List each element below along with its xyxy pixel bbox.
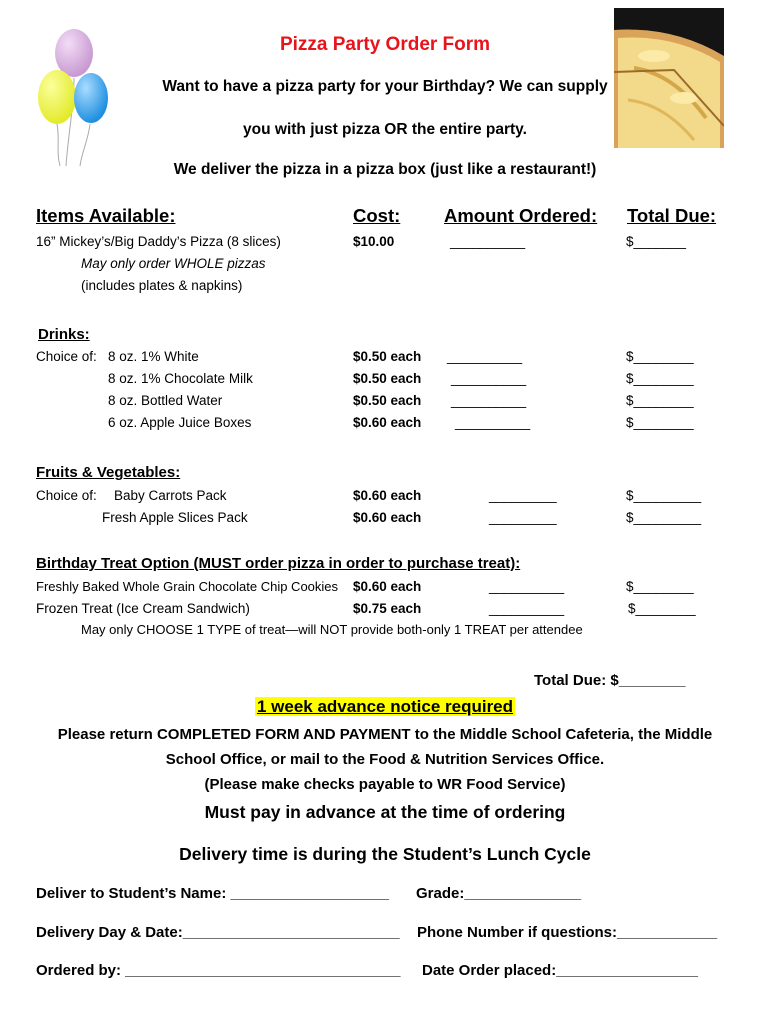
drink-total-field[interactable]: $________ [626,371,694,386]
pizza-amount-field[interactable]: __________ [450,234,526,249]
drinks-heading: Drinks: [38,326,90,343]
return-info-line-2: School Office, or mail to the Food & Nutrition Services Office. [165,751,605,768]
intro-line-1: Want to have a pizza party for your Birthday? We can supply [162,78,608,95]
pizza-includes: (includes plates & napkins) [81,278,243,293]
return-info-line-1: Please return COMPLETED FORM AND PAYMENT to the Middle School Cafeteria, the Middle [57,726,713,743]
treats-heading: Birthday Treat Option (MUST order pizza in order to purchase treat): [36,555,521,572]
grade-field[interactable]: Grade:______________ [416,885,582,902]
drink-item: 8 oz. 1% White [108,349,199,364]
treat-price: $0.60 each [353,579,422,594]
amount-header: Amount Ordered: [444,205,598,226]
pizza-item: 16” Mickey’s/Big Daddy’s Pizza (8 slices) [36,234,281,249]
drink-price: $0.50 each [353,393,422,408]
advance-notice-banner: 1 week advance notice required [256,697,514,716]
drink-item: 6 oz. Apple Juice Boxes [108,415,252,430]
treat-note: May only CHOOSE 1 TYPE of treat—will NOT provide both-only 1 TREAT per attendee [81,622,583,637]
drink-item: 8 oz. 1% Chocolate Milk [108,371,253,386]
form-title: Pizza Party Order Form [279,34,491,55]
phone-field[interactable]: Phone Number if questions:____________ [417,924,718,941]
drink-price: $0.60 each [353,415,422,430]
intro-line-3: We deliver the pizza in a pizza box (just like a restaurant!) [173,161,597,178]
treat-price: $0.75 each [353,601,422,616]
drink-amount-field[interactable]: __________ [451,371,527,386]
fruit-item: Baby Carrots Pack [114,488,227,503]
return-info-line-3: (Please make checks payable to WR Food Service) [204,776,566,793]
total-header: Total Due: [627,205,717,226]
fruit-price: $0.60 each [353,488,422,503]
fruit-amount-field[interactable]: _________ [489,510,557,525]
delivery-time-text: Delivery time is during the Student’s Lunch Cycle [179,844,591,864]
intro-line-2: you with just pizza OR the entire party. [243,121,527,138]
drink-amount-field[interactable]: __________ [451,393,527,408]
cost-header: Cost: [353,205,401,226]
fruit-amount-field[interactable]: _________ [489,488,557,503]
drink-amount-field[interactable]: __________ [447,349,523,364]
treat-amount-field[interactable]: __________ [489,601,565,616]
drink-total-field[interactable]: $________ [626,393,694,408]
delivery-day-field[interactable]: Delivery Day & Date:__________________________ [36,924,400,941]
drink-price: $0.50 each [353,349,422,364]
grand-total-field[interactable]: Total Due: $________ [534,672,686,689]
drink-item: 8 oz. Bottled Water [108,393,223,408]
drink-price: $0.50 each [353,371,422,386]
pizza-total-field[interactable]: $_______ [626,234,687,249]
pizza-price: $10.00 [353,234,395,249]
ordered-by-field[interactable]: Ordered by: _________________________________ [36,962,401,979]
student-name-field[interactable]: Deliver to Student’s Name: ___________________ [36,885,389,902]
drinks-prefix: Choice of: [36,349,97,364]
fruits-prefix: Choice of: [36,488,97,503]
date-placed-field[interactable]: Date Order placed:_________________ [422,962,699,979]
treat-total-field[interactable]: $________ [628,601,696,616]
pay-advance-text: Must pay in advance at the time of ordering [204,802,566,822]
drink-amount-field[interactable]: __________ [455,415,531,430]
treat-amount-field[interactable]: __________ [489,579,565,594]
items-header: Items Available: [36,205,176,226]
fruit-total-field[interactable]: $_________ [626,510,702,525]
pizza-note: May only order WHOLE pizzas [81,256,266,271]
treat-total-field[interactable]: $________ [626,579,694,594]
fruit-item: Fresh Apple Slices Pack [102,510,248,525]
fruits-heading: Fruits & Vegetables: [36,464,181,481]
fruit-total-field[interactable]: $_________ [626,488,702,503]
drink-total-field[interactable]: $________ [626,349,694,364]
fruit-price: $0.60 each [353,510,422,525]
drink-total-field[interactable]: $________ [626,415,694,430]
treat-item: Frozen Treat (Ice Cream Sandwich) [36,601,250,616]
treat-item: Freshly Baked Whole Grain Chocolate Chip Cookies [36,579,339,594]
